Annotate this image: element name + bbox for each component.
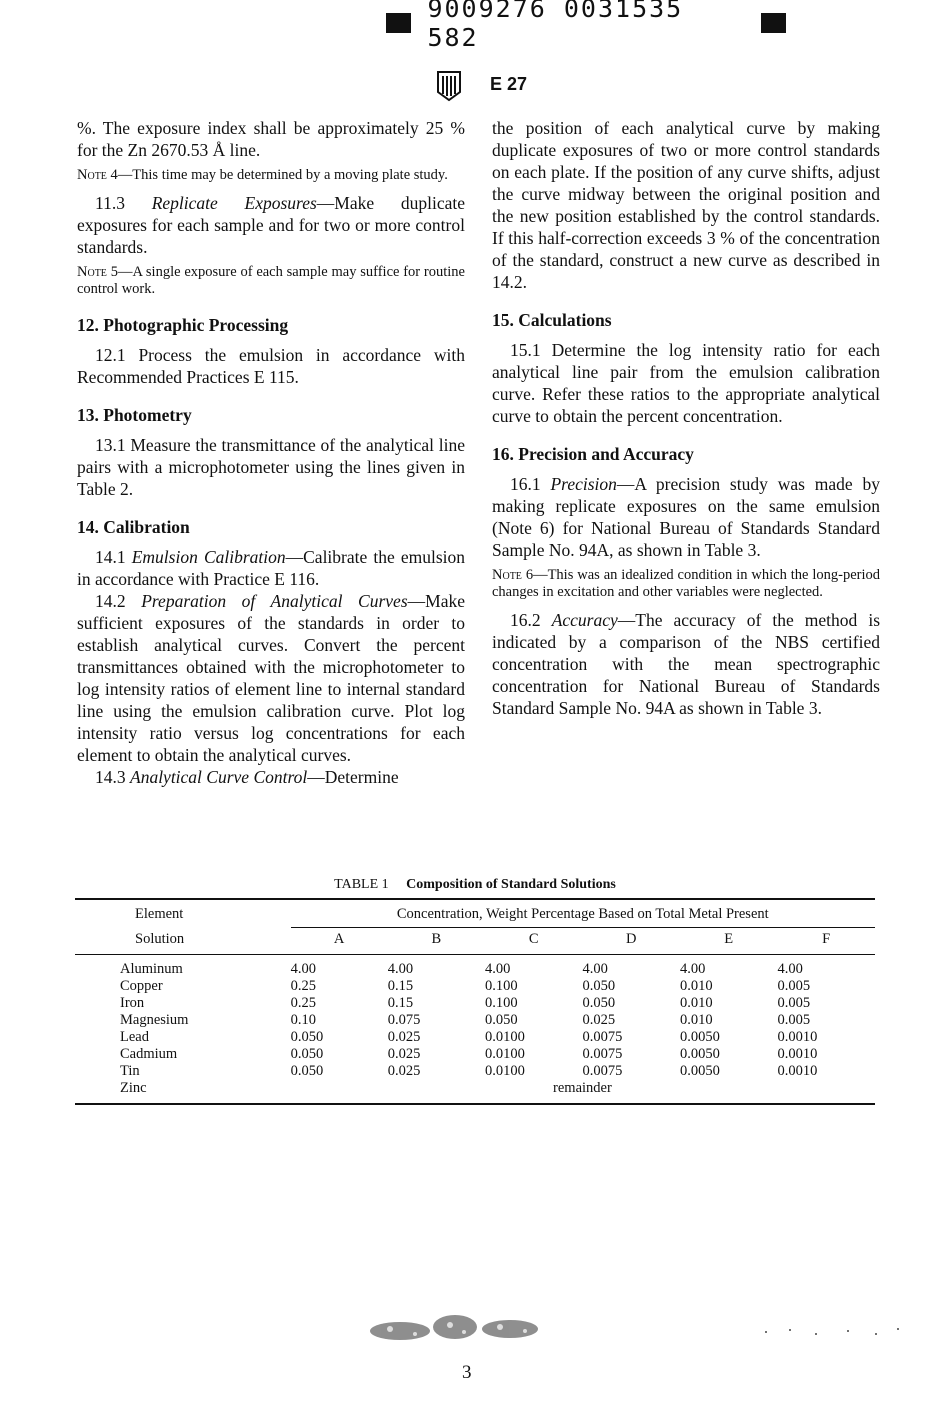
note-6-text: —This was an idealized condition in which the long-period changes in excitation and other variables were neglected. [492, 567, 880, 600]
composition-table [75, 898, 875, 1105]
header-solution: Solution [75, 928, 291, 955]
element-cell: Tin [120, 1063, 140, 1079]
value-cell: 0.010 [679, 995, 713, 1011]
value-cell: 0.005 [777, 1012, 811, 1028]
spacer-cell [388, 1080, 485, 1104]
table-row [75, 955, 875, 979]
value-cell: 0.050 [290, 1029, 324, 1045]
barcode-block-left [386, 13, 411, 33]
note-5 [77, 264, 465, 298]
value-cell: 0.0075 [582, 1063, 623, 1079]
section-11-3-text: —Make duplicate exposures for each sample and for two or more control standards. [77, 193, 466, 257]
section-11-3-number: 11.3 [95, 193, 125, 213]
note-4-label: Note 4 [77, 167, 118, 183]
header-solution-d: D [582, 928, 680, 955]
value-cell: 0.0010 [777, 1029, 818, 1045]
section-16-2-number: 16.2 [510, 610, 541, 630]
value-cell: 0.15 [387, 995, 414, 1011]
section-14-3-text: —Determine [307, 767, 399, 787]
table-1-title [75, 877, 875, 893]
remainder-cell: remainder [485, 1080, 680, 1104]
section-15-1: 15.1 Determine the log intensity ratio for each analytical line pair from the emulsion calibration curve. Refer these ratios to the appropriate analytical curve to obtain the percent concentration. [492, 340, 880, 426]
header-solution-b: B [388, 928, 485, 955]
value-cell: 0.10 [290, 1012, 316, 1028]
section-16-1 [492, 473, 880, 561]
section-16-1-text: —A precision study was made by making replicate exposures on the same emulsion (Note 6) for National Bureau of Standards Standard Sample No. 94A, as shown in Table 3. [492, 474, 881, 560]
value-cell: 0.0010 [777, 1063, 818, 1079]
value-cell: 0.0050 [679, 1063, 720, 1079]
value-cell: 0.025 [387, 1063, 421, 1079]
scan-specks-icon [756, 1322, 906, 1342]
value-cell: 0.025 [582, 1012, 616, 1028]
value-cell: 0.0100 [484, 1063, 525, 1079]
section-16-1-title: Precision [550, 474, 617, 494]
table-row [75, 1046, 875, 1063]
section-14-3-title: Analytical Curve Control [130, 767, 308, 787]
section-12-1: 12.1 Process the emulsion in accordance with Recommended Practices E 115. [77, 345, 465, 387]
table-row [75, 1012, 875, 1029]
section-14-1-number: 14.1 [95, 547, 126, 567]
value-cell: 0.0075 [582, 1029, 623, 1045]
table-row [75, 995, 875, 1012]
note-5-label: Note 5 [77, 264, 118, 280]
designation: E 27 [490, 74, 528, 94]
section-14-2-text: —Make sufficient exposures of the standards in order to establish analytical curves. Convert the percent transmittances obtained with the microphotometer to log intensity ratios of element line to internal standard line using the emulsion calibration curve. Plot log intensity ratio versus log concentrations for each element to obtain the analytical curves. [77, 591, 465, 765]
note-6-label: Note 6 [492, 567, 534, 583]
value-cell: 0.050 [484, 1012, 518, 1028]
section-16-2 [492, 609, 880, 719]
scan-smudge-icon [360, 1307, 560, 1347]
value-cell: 0.050 [582, 995, 616, 1011]
value-cell: 0.025 [387, 1029, 421, 1045]
paragraph-curve-control-continued: the position of each analytical curve by making duplicate exposures of two or more control standards on each plate. If the position of any curve shifts, adjust the curve midway between the original position and the new position established by the control standards. If this half-correction exceeds 3 % of the concentration of the standard, construct a new curve as described in 14.2. [492, 118, 880, 292]
value-cell: 0.010 [679, 978, 713, 994]
element-cell: Aluminum [120, 961, 183, 977]
value-cell: 0.0010 [777, 1046, 818, 1062]
element-cell-zinc: Zinc [75, 1080, 291, 1104]
header-solution-f: F [777, 928, 875, 955]
value-cell: 0.0100 [484, 1029, 525, 1045]
value-cell: 0.075 [387, 1012, 421, 1028]
note-6 [492, 567, 880, 601]
section-14-1-title: Emulsion Calibration [131, 547, 286, 567]
section-11-3 [77, 192, 465, 258]
value-cell: 0.25 [290, 978, 316, 994]
section-14-1-text: —Calibrate the emulsion in accordance with Practice E 116. [77, 547, 466, 589]
table-1 [75, 898, 875, 1105]
section-16-1-number: 16.1 [510, 474, 541, 494]
barcode-header [386, 0, 786, 52]
section-11-3-title: Replicate Exposures [151, 193, 317, 213]
section-14-3-number: 14.3 [95, 767, 126, 787]
header-concentration: Concentration, Weight Percentage Based on Total Metal Present [291, 899, 875, 928]
element-cell: Lead [120, 1029, 149, 1045]
value-cell: 0.25 [290, 995, 316, 1011]
element-cell: Cadmium [120, 1046, 178, 1062]
barcode-text: 9009276 0031535 582 [427, 0, 684, 52]
header-element: Element [75, 899, 291, 928]
spacer-cell [680, 1080, 778, 1104]
value-cell: 0.005 [777, 995, 811, 1011]
header-solution-e: E [680, 928, 778, 955]
note-4-text: —This time may be determined by a moving plate study. [117, 167, 448, 183]
barcode-block-right [761, 13, 786, 33]
value-cell: 4.00 [582, 961, 608, 977]
table-row [75, 1063, 875, 1080]
element-cell: Magnesium [120, 1012, 189, 1028]
section-14-3 [77, 766, 465, 788]
value-cell: 0.025 [387, 1046, 421, 1062]
value-cell: 0.050 [290, 1046, 324, 1062]
page-number: 3 [462, 1362, 472, 1383]
value-cell: 0.0075 [582, 1046, 623, 1062]
heading-16-precision-accuracy: 16. Precision and Accuracy [492, 444, 694, 464]
table-1-number: TABLE 1 [334, 877, 389, 892]
paragraph-exposure-index: %. The exposure index shall be approximately 25 % for the Zn 2670.53 Å line. [77, 118, 465, 160]
table-1-caption: Composition of Standard Solutions [406, 877, 616, 892]
value-cell: 4.00 [679, 961, 706, 977]
header-solution-a: A [291, 928, 388, 955]
element-cell: Iron [120, 995, 145, 1011]
value-cell: 0.0050 [679, 1029, 720, 1045]
table-row-zinc [75, 1080, 875, 1104]
element-cell: Copper [120, 978, 163, 994]
section-16-2-title: Accuracy [551, 610, 618, 630]
value-cell: 0.005 [777, 978, 811, 994]
heading-13-photometry: 13. Photometry [77, 405, 192, 425]
header-solution-c: C [485, 928, 583, 955]
value-cell: 0.15 [387, 978, 414, 994]
spacer-cell [777, 1080, 875, 1104]
section-14-1 [77, 546, 465, 590]
value-cell: 0.050 [582, 978, 616, 994]
section-14-2 [77, 590, 465, 766]
value-cell: 0.050 [290, 1063, 324, 1079]
heading-15-calculations: 15. Calculations [492, 310, 612, 330]
left-column [77, 117, 465, 788]
heading-14-calibration: 14. Calibration [77, 517, 190, 537]
value-cell: 0.100 [484, 995, 518, 1011]
table-row [75, 978, 875, 995]
value-cell: 4.00 [387, 961, 414, 977]
value-cell: 4.00 [290, 961, 316, 977]
section-16-2-text: —The accuracy of the method is indicated by a comparison of the NBS certified concentration with the mean spectrographic concentration for National Bureau of Standards Standard Sample No. 94A as shown in Table 3. [492, 610, 881, 718]
value-cell: 4.00 [484, 961, 511, 977]
section-14-2-number: 14.2 [95, 591, 126, 611]
value-cell: 0.0100 [484, 1046, 525, 1062]
note-5-text: —A single exposure of each sample may suffice for routine control work. [77, 264, 465, 297]
value-cell: 0.0050 [679, 1046, 720, 1062]
value-cell: 0.100 [484, 978, 518, 994]
heading-12-photographic-processing: 12. Photographic Processing [77, 315, 289, 335]
table-row [75, 1029, 875, 1046]
section-13-1: 13.1 Measure the transmittance of the analytical line pairs with a microphotometer using the lines given in Table 2. [77, 435, 465, 499]
table-body [75, 955, 875, 1105]
right-column [492, 117, 880, 719]
note-4 [77, 167, 465, 184]
value-cell: 0.010 [679, 1012, 713, 1028]
value-cell: 4.00 [777, 961, 803, 977]
spacer-cell [291, 1080, 388, 1104]
section-14-2-title: Preparation of Analytical Curves [141, 591, 408, 611]
astm-logo-icon [435, 70, 463, 102]
